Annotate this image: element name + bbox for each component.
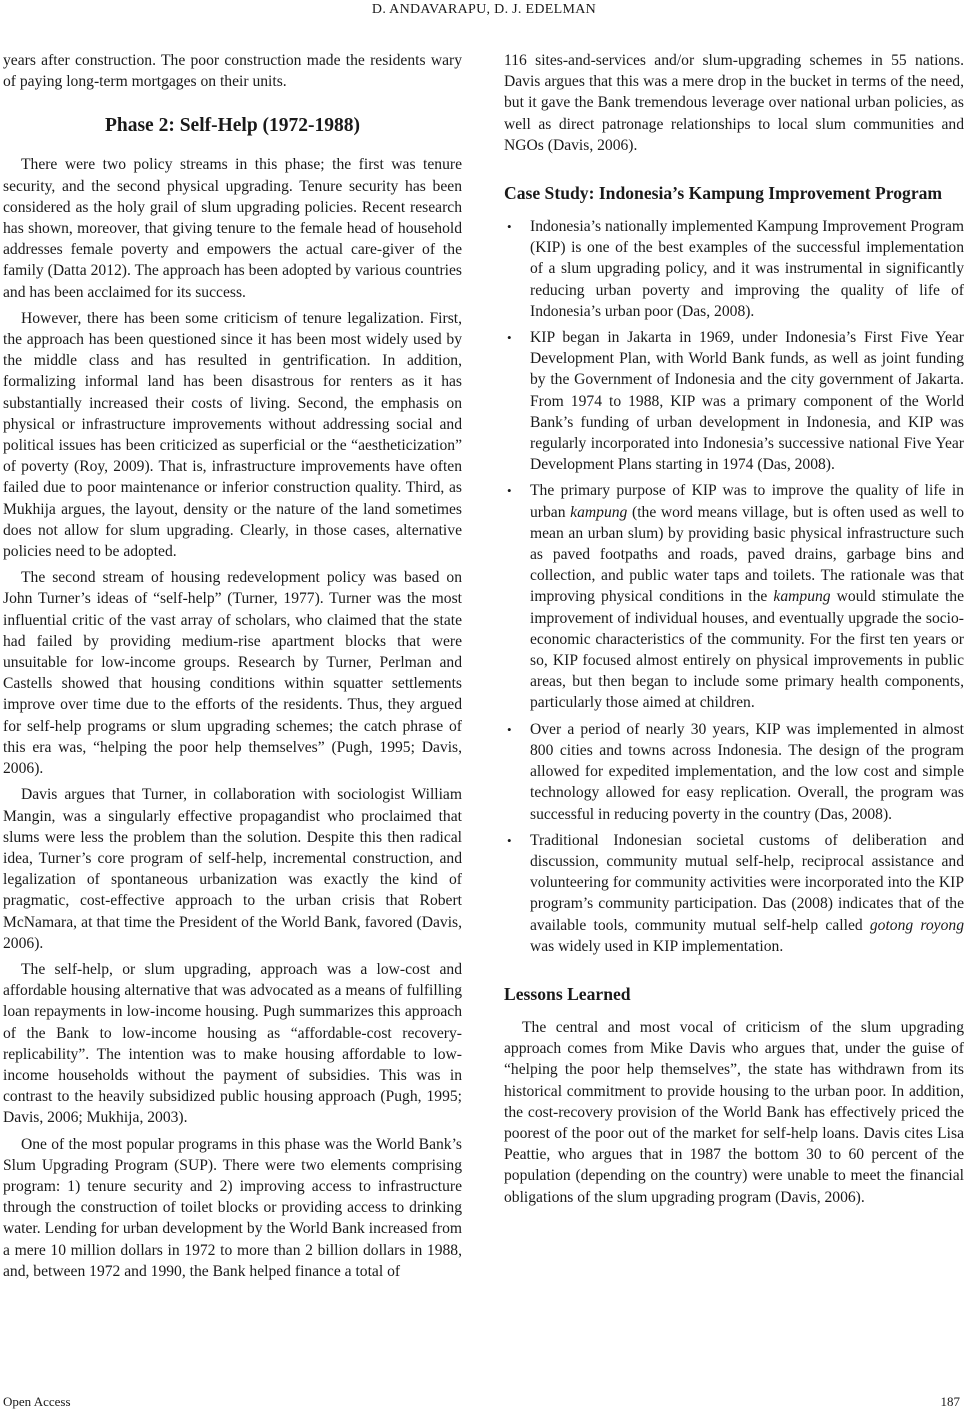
running-header: D. ANDAVARAPU, D. J. EDELMAN	[371, 2, 597, 17]
case-study-bullet-list	[504, 216, 964, 957]
list-item-text: KIP began in Jakarta in 1969, under Indonesia’s First Five Year Development Plan, with World Bank funds, as well as joint funding by the Government of Indonesia and the city government of Jakarta. From 1974 to 1988, KIP was a primary component of the World Bank’s funding of urban development in Indonesia, and KIP was regularly incorporated into Indonesia’s successive national Five Year Development Plans starting in 1974 (Das, 2008).	[530, 329, 964, 474]
italic-term-gotong-royong: gotong royong	[869, 916, 964, 934]
right-column	[504, 50, 964, 1213]
list-item-text: Indonesia’s nationally implemented Kampung Improvement Program (KIP) is one of the best examples of the successful implementation of a slum upgrading policy, and it was instrumental in significantly reducing urban poverty and improving the quality of life of Indonesia’s urban poor (Das, 2008).	[530, 218, 964, 320]
list-item	[504, 216, 964, 322]
paragraph-continued: years after construction. The poor construction made the residents wary of paying long-term mortgages on their units.	[3, 52, 462, 91]
list-item-text: Over a period of nearly 30 years, KIP was implemented in almost 800 cities and towns across Indonesia. The design of the program allowed for expedited implementation, and the low cost and simple technology allowed for easy replication. Overall, the program was successful in reducing poverty in the country (Das, 2008).	[530, 720, 964, 823]
list-item-text-b: (the word means village, but is often used as well to mean an urban slum) by providing basic physical infrastructure such as paved footpaths and roads, paved drains, garbage bins and collection, and public water taps and toilets. The rationale was that improving physical conditions in the	[530, 503, 964, 606]
list-item	[504, 830, 964, 957]
paragraph-self-help: The second stream of housing redevelopment policy was based on John Turner’s ideas of “self-help” (Turner, 1977). Turner was the most influential critic of the vast array of scholars, who claimed that the state had failed by providing medium-rise apartment blocks that were unsuitable for low-income groups. Research by Turner, Perlman and Castells showed that housing conditions within squatter settlements improve over time due to the efforts of the residents. Thus, they argued for self-help programs or slum upgrading schemes; the catch phrase of this era was, “helping the poor help themselves” (Pugh, 1995; Davis, 2006).	[3, 569, 462, 778]
list-item-text-c: would stimulate the improvement of individual houses, and eventually upgrade the socio-economic characteristics of the community. For the first ten years or so, KIP focused almost entirely on physical improvements in public areas, but then began to include some primary health components, particularly those aimed at children.	[530, 588, 964, 712]
bullet-icon: •	[507, 330, 512, 346]
list-item-text-b: was widely used in KIP implementation.	[530, 937, 784, 955]
italic-term-kampung: kampung	[570, 503, 628, 521]
list-item	[504, 719, 964, 825]
lessons-learned-heading: Lessons Learned	[504, 983, 631, 1004]
paragraph-criticism: However, there has been some criticism of tenure legalization. First, the approach has been questioned since it has been most widely used by the middle class and has resulted in gentrification. In addition, formalizing informal land has been disastrous for renters as it has substantially increased their costs of living. Second, the emphasis on physical or infrastructure improvements without addressing social and political issues has been criticized as superficial or the “aestheticization” of poverty (Roy, 2009). That is, infrastructure improvements have often failed due to poor maintenance or inferior construction quality. Third, as Mukhija argues, the layout, density or the nature of the land sometimes does not allow for slum upgrading. Clearly, in those cases, alternative policies need to be adopted.	[3, 309, 462, 561]
paragraph-lessons: The central and most vocal of criticism of the slum upgrading approach comes from Mike Davis who argues that, under the guise of “helping the poor help themselves”, the state has withdrawn from its historical commitment to provide housing to the urban poor. In addition, the cost-recovery provision of the World Bank has effectively priced the poorest of the poor out of the market for self-help loans. Davis cites Lisa Peattie, who argues that in 1987 the bottom 30 to 60 percent of the population (depending on the country) were unable to meet the financial obligations of the slum upgrading program (Davis, 2006).	[504, 1018, 964, 1206]
paragraph-low-cost: The self-help, or slum upgrading, approach was a low-cost and affordable housing alternative that was advocated as a means of fulfilling loan repayments in low-income housing. Pugh summarizes this approach of the Bank to low-income housing as “affordable-cost recovery-replicability”. The intention was to make housing affordable to low-income households without the payment of subsidies. This was in contrast to the heavily subsidized public housing approach (Pugh, 1995; Davis, 2006; Mukhija, 2003).	[3, 960, 462, 1127]
paragraph-tenure-security: There were two policy streams in this phase; the first was tenure security, and the second physical upgrading. Tenure security has been considered as the holy grail of slum upgrading policies. Recent research has shown, moreover, that giving tenure to the female head of household addresses female poverty and empowers the actual care-giver of the family (Datta 2012). The approach has been adopted by various countries and has been acclaimed for its success.	[3, 156, 462, 301]
paragraph-davis-turner: Davis argues that Turner, in collaboration with sociologist William Mangin, was a singularly effective propagandist who proclaimed that slums were less the problem than the solution. Despite this then radical idea, Turner’s core program of self-help, incremental construction, and legalization of spontaneous urbanization was exactly the kind of pragmatic, cost-effective approach to the urban crisis that Robert McNamara, at that time the President of the World Bank, favored (Davis, 2006).	[3, 786, 462, 952]
left-column	[3, 50, 462, 1287]
list-item-text-a: Traditional Indonesian societal customs of deliberation and discussion, community mutual self-help, reciprocal assistance and volunteering for community activities were incorporated into the KIP program’s community participation. Das (2008) indicates that of the available tools, community mutual self-help called	[530, 831, 964, 934]
section-heading-phase-2: Phase 2: Self-Help (1972-1988)	[104, 115, 361, 137]
paragraph-continued-right: 116 sites-and-services and/or slum-upgrading schemes in 55 nations. Davis argues that this was a mere drop in the bucket in terms of the need, but it gave the Bank tremendous leverage over national urban policies, as well as direct patronage relationships to local slum communities and NGOs (Davis, 2006).	[504, 52, 964, 154]
bullet-icon: •	[507, 483, 512, 499]
italic-term-kampung: kampung	[773, 588, 831, 606]
list-item	[504, 327, 964, 475]
page-number: 187	[940, 1394, 960, 1409]
bullet-icon: •	[507, 721, 512, 737]
case-study-heading: Case Study: Indonesia’s Kampung Improvement Program	[504, 183, 943, 204]
list-item-text-a: The primary purpose of KIP was to improve the quality of life in urban	[530, 482, 964, 521]
list-item	[504, 480, 964, 713]
bullet-icon: •	[507, 219, 512, 235]
paragraph-world-bank-sup: One of the most popular programs in this phase was the World Bank’s Slum Upgrading Program (SUP). There were two elements comprising program: 1) tenure security and 2) improving access to infrastructure through the construction of toilet blocks or providing access to drinking water. Lending for urban development by the World Bank increased from a mere 10 million dollars in 1972 to more than 2 billion dollars in 1988, and, between 1972 and 1990, the Bank helped finance a total of	[3, 1135, 462, 1280]
bullet-icon: •	[507, 832, 512, 848]
footer-open-access: Open Access	[3, 1394, 71, 1409]
